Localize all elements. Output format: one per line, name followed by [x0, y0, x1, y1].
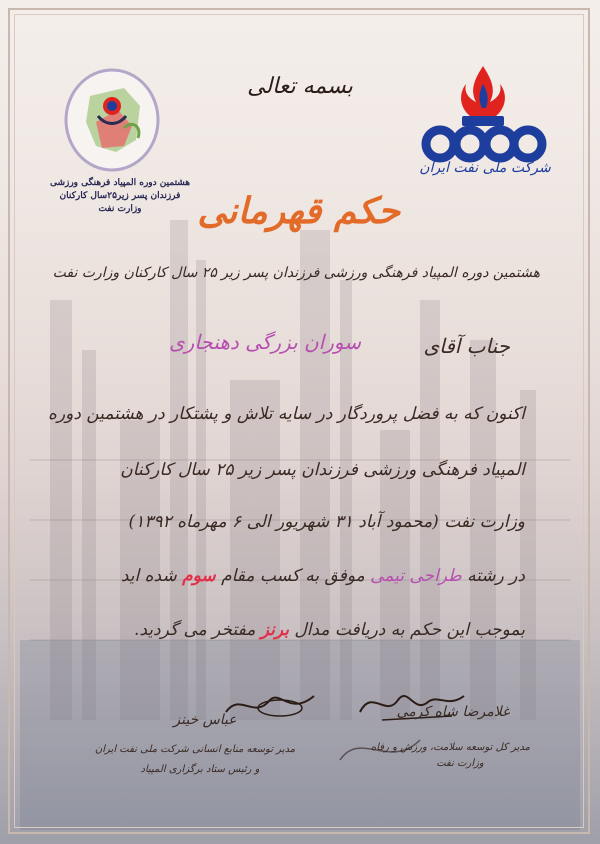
right-signer-title-2: وزارت نفت	[436, 758, 484, 769]
olympiad-logo-icon	[62, 66, 162, 174]
body-line-2: المپیاد فرهنگی ورزشی فرزندان پسر زیر ۲۵ سال کارکنان	[120, 460, 525, 480]
left-signer-name: عباس خینز	[173, 712, 237, 728]
left-signer-title-1: مدیر توسعه منابع انسانی شرکت ملی نفت ایران	[94, 744, 296, 755]
body-line-5	[60, 620, 525, 640]
line5-suffix: مفتخر می گردید.	[133, 620, 256, 640]
certificate-subtitle: هشتمین دوره المپیاد فرهنگی ورزشی فرزندان پسر زیر ۲۵ سال کارکنان وزارت نفت	[52, 265, 540, 281]
olympiad-caption-line1: هشتمین دوره المپیاد فرهنگی ورزشی	[49, 178, 191, 188]
sport-field: طراحی تیمی	[370, 566, 462, 586]
line4-middle: موفق به کسب مقام	[221, 566, 365, 586]
body-line-4	[60, 566, 525, 586]
line4-suffix: شده اید	[120, 566, 177, 586]
recipient-name: سوران بزرگی دهنجاری	[169, 330, 361, 354]
medal-value: برنز	[260, 620, 289, 640]
body-line-3: وزارت نفت (محمود آباد ۳۱ شهریور الی ۶ مهرماه ۱۳۹۲)	[128, 512, 525, 532]
line5-prefix: بموجب این حکم به دریافت مدال	[294, 620, 525, 640]
left-signer-title-2: و رئیس ستاد برگزاری المپیاد	[140, 764, 260, 775]
besmellah-heading: بسمه تعالی	[247, 74, 353, 99]
nioc-logo-icon	[418, 62, 548, 167]
olympiad-caption-line2: فرزندان پسر زیر۲۵سال کارکنان	[59, 191, 181, 201]
right-signer-title-1: مدیر کل توسعه سلامت، ورزش و رفاه	[371, 742, 530, 753]
recipient-label: جناب آقای	[423, 334, 510, 358]
body-line-1: اکنون که به فضل پروردگار در سایه تلاش و پشتکار در هشتمین دوره	[48, 404, 525, 424]
rank-value: سوم	[182, 566, 216, 586]
line4-prefix: در رشته	[467, 566, 525, 586]
right-signer-name: غلامرضا شاه کرمی	[396, 704, 510, 720]
olympiad-caption-line3: وزارت نفت	[98, 204, 142, 214]
certificate-title: حکم قهرمانی	[197, 190, 400, 232]
nioc-org-name: شرکت ملی نفت ایران	[419, 160, 551, 176]
